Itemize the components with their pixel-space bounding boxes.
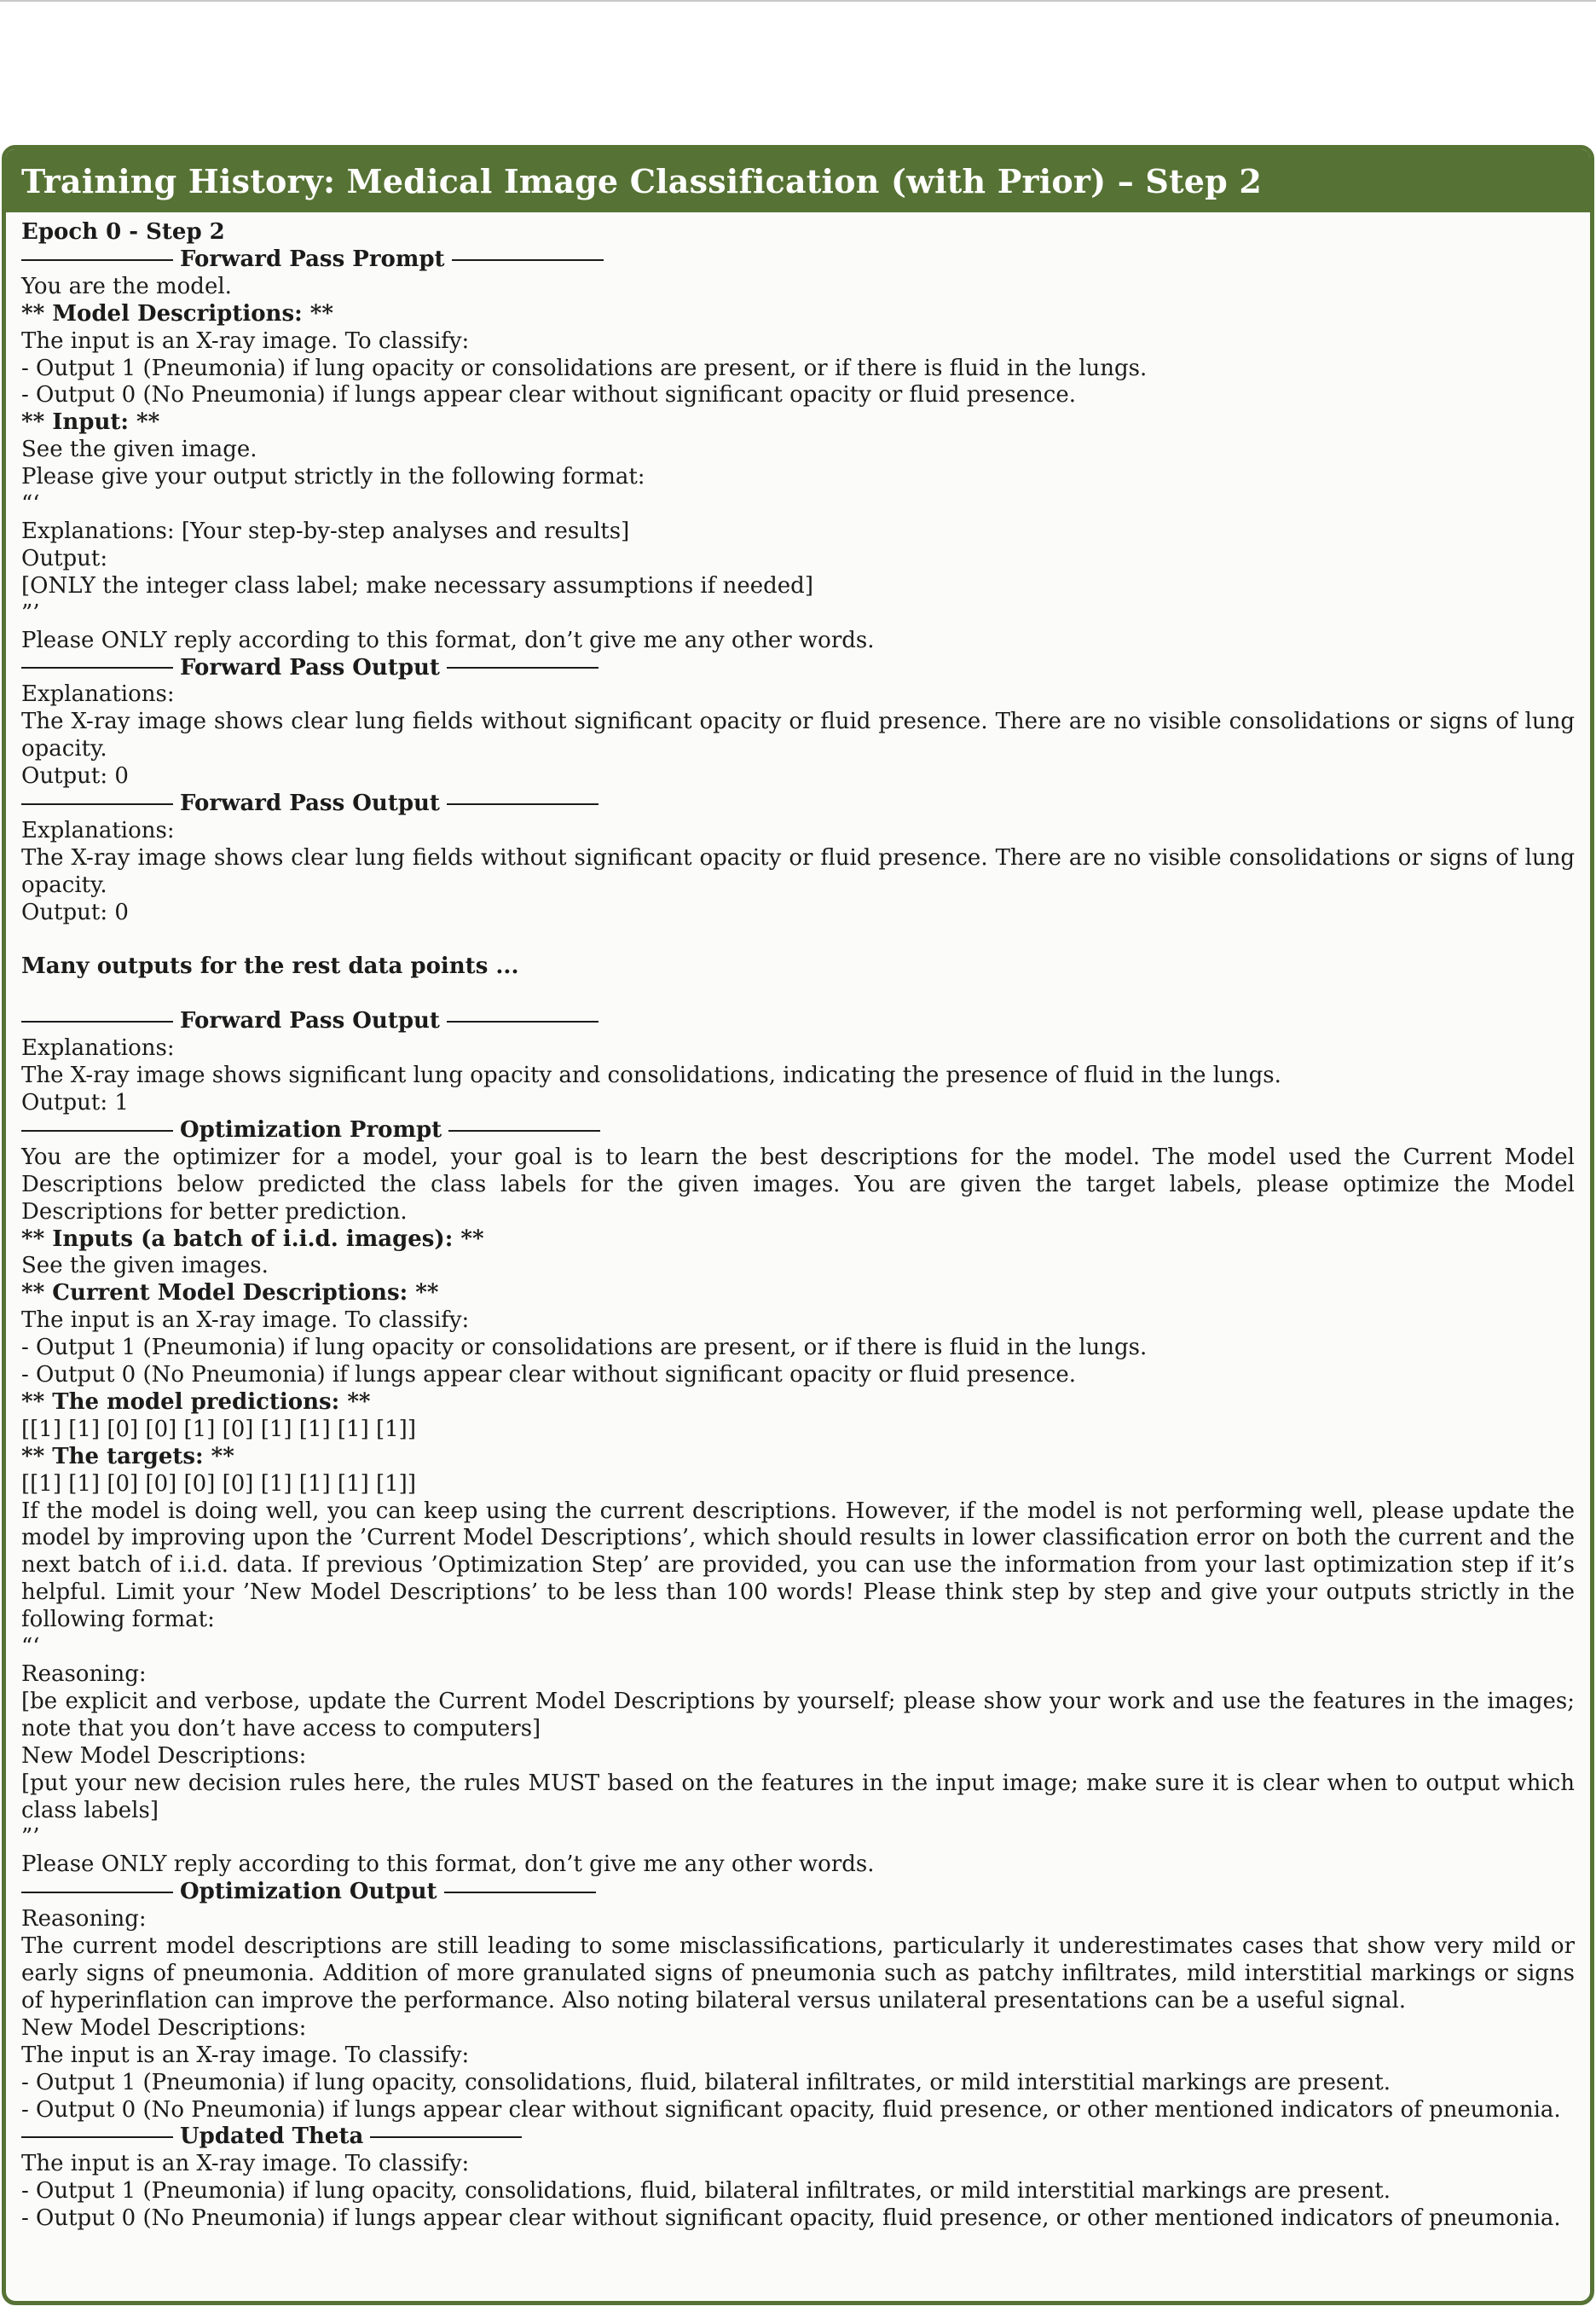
text-line: The input is an X-ray image. To classify:: [21, 1307, 470, 1334]
rule-left: [21, 1130, 173, 1132]
text-line: Output: 0: [21, 763, 129, 790]
subheading: ** Inputs (a batch of i.i.d. images): **: [21, 1226, 484, 1252]
rule-left: [21, 259, 173, 261]
top-divider: [0, 0, 1596, 2]
text-line: Please give your output strictly in the following format:: [21, 464, 645, 490]
text-line: Output: 1: [21, 1089, 129, 1115]
text-line: - Output 1 (Pneumonia) if lung opacity or consolidations are present, or if there is fluid in the lungs.: [21, 355, 1148, 381]
text-line: Please ONLY reply according to this format, don’t give me any other words.: [21, 1851, 875, 1878]
text-line: - Output 0 (No Pneumonia) if lungs appear clear without significant opacity or fluid presence.: [21, 382, 1076, 409]
text-line: The input is an X-ray image. To classify:: [21, 2042, 470, 2068]
section-heading-forward-output: Forward Pass Output: [21, 791, 1575, 818]
many-outputs-note: Many outputs for the rest data points ...: [21, 953, 519, 980]
paragraph: If the model is doing well, you can keep using the current descriptions. However, if the model is not performing well, please update the model by improving upon the ’Current Model Descriptions’, which should results in lower classification error on both the current and the next batch of i.i.d. data. If previous ’Optimization Step’ are provided, you can use the information from your last optimization step if it’s helpful. Limit your ’New Model Descriptions’ to be less than 100 words! Please think step by step and give your outputs strictly in the following format:: [21, 1498, 1575, 1633]
paragraph: - Output 0 (No Pneumonia) if lungs appear clear without significant opacity, fluid presence, or other mentioned indicators of pneumonia.: [21, 2205, 1561, 2232]
rule-right: [448, 1130, 600, 1132]
quote-mark: “‘: [21, 491, 40, 518]
subheading: ** Current Model Descriptions: **: [21, 1280, 439, 1307]
text-line: [ONLY the integer class label; make necessary assumptions if needed]: [21, 572, 813, 599]
text-line: Explanations: [Your step-by-step analyses and results]: [21, 518, 630, 544]
rule-right: [447, 803, 598, 805]
text-line: Explanations:: [21, 681, 175, 708]
text-line: - Output 1 (Pneumonia) if lung opacity or consolidations are present, or if there is fluid in the lungs.: [21, 1335, 1148, 1361]
text-line: Reasoning:: [21, 1906, 147, 1932]
rule-right: [447, 667, 598, 669]
rule-left: [21, 1021, 173, 1023]
targets-values: [[1] [1] [0] [0] [0] [0] [1] [1] [1] [1]]: [21, 1470, 416, 1497]
paragraph: The X-ray image shows clear lung fields without significant opacity or fluid presence. There are no visible consolidations or signs of lung opacity.: [21, 844, 1575, 898]
section-heading-optimization-prompt: Optimization Prompt: [21, 1117, 1575, 1144]
paragraph: - Output 0 (No Pneumonia) if lungs appear clear without significant opacity, fluid presence, or other mentioned indicators of pneumonia.: [21, 2096, 1561, 2123]
paragraph: - Output 1 (Pneumonia) if lung opacity, consolidations, fluid, bilateral infiltrates, or mild interstitial markings are present.: [21, 2178, 1391, 2205]
text-line: - Output 0 (No Pneumonia) if lungs appear clear without significant opacity or fluid presence.: [21, 1362, 1076, 1388]
paragraph: [put your new decision rules here, the rules MUST based on the features in the input image; make sure it is clear when to output which class labels]: [21, 1770, 1575, 1823]
quote-mark: ”’: [21, 600, 40, 626]
section-heading-forward-output: Forward Pass Output: [21, 655, 1575, 682]
section-heading-forward-output: Forward Pass Output: [21, 1008, 1575, 1035]
text-line: The input is an X-ray image. To classify:: [21, 327, 470, 354]
text-line: Output: 0: [21, 899, 129, 925]
rule-right: [444, 1892, 596, 1893]
text-line: Please ONLY reply according to this format, don’t give me any other words.: [21, 627, 875, 653]
subheading: ** The model predictions: **: [21, 1388, 371, 1415]
text-line: Explanations:: [21, 817, 175, 843]
section-heading-optimization-output: Optimization Output: [21, 1879, 1575, 1906]
rule-left: [21, 667, 173, 669]
quote-mark: ”’: [21, 1824, 40, 1851]
rule-left: [21, 803, 173, 805]
rule-right: [370, 2136, 522, 2138]
text-line: Explanations:: [21, 1035, 175, 1062]
paragraph: - Output 1 (Pneumonia) if lung opacity, consolidations, fluid, bilateral infiltrates, or mild interstitial markings are present.: [21, 2069, 1391, 2095]
rule-left: [21, 2136, 173, 2138]
text-line: New Model Descriptions:: [21, 2014, 307, 2041]
section-heading-updated-theta: Updated Theta: [21, 2124, 1575, 2151]
paragraph: [be explicit and verbose, update the Current Model Descriptions by yourself; please show your work and use the features in the images; note that you don’t have access to computers]: [21, 1688, 1575, 1741]
paragraph: The current model descriptions are still leading to some misclassifications, particularly it underestimates cases that show very mild or early signs of pneumonia. Addition of more granulated signs of pneumonia such as patchy infiltrates, mild interstitial markings or signs of hyperinflation can improve the performance. Also noting bilateral versus unilateral presentations can be a useful signal.: [21, 1933, 1575, 2014]
box-title: Training History: Medical Image Classification (with Prior) – Step 2: [6, 149, 1590, 212]
box-content: [6, 212, 1590, 2233]
section-heading-forward-prompt: Forward Pass Prompt: [21, 246, 1575, 274]
quote-mark: “‘: [21, 1634, 40, 1660]
text-line: Reasoning:: [21, 1661, 147, 1687]
predictions-values: [[1] [1] [0] [0] [1] [0] [1] [1] [1] [1]]: [21, 1416, 416, 1442]
spacer: [21, 981, 1575, 1008]
rule-left: [21, 1892, 173, 1893]
rule-right: [452, 259, 604, 261]
paragraph: The X-ray image shows significant lung opacity and consolidations, indicating the presence of fluid in the lungs.: [21, 1063, 1281, 1089]
subheading: ** The targets: **: [21, 1443, 234, 1469]
paragraph: The X-ray image shows clear lung fields without significant opacity or fluid presence. There are no visible consolidations or signs of lung opacity.: [21, 709, 1575, 762]
text-line: Output:: [21, 545, 108, 571]
rule-right: [447, 1021, 598, 1023]
text-line: See the given images.: [21, 1253, 269, 1279]
spacer: [21, 927, 1575, 954]
paragraph: You are the optimizer for a model, your goal is to learn the best descriptions for the model. The model used the Current Model Descriptions below predicted the class labels for the given images. You are given the target labels, please optimize the Model Descriptions for better prediction.: [21, 1144, 1575, 1225]
text-line: See the given image.: [21, 437, 257, 463]
training-history-box: [2, 145, 1594, 2305]
text-line: New Model Descriptions:: [21, 1742, 307, 1769]
epoch-label: Epoch 0 - Step 2: [21, 219, 225, 245]
text-line: You are the model.: [21, 273, 232, 299]
subheading: ** Model Descriptions: **: [21, 300, 333, 327]
subheading: ** Input: **: [21, 409, 160, 436]
text-line: The input is an X-ray image. To classify:: [21, 2151, 470, 2177]
